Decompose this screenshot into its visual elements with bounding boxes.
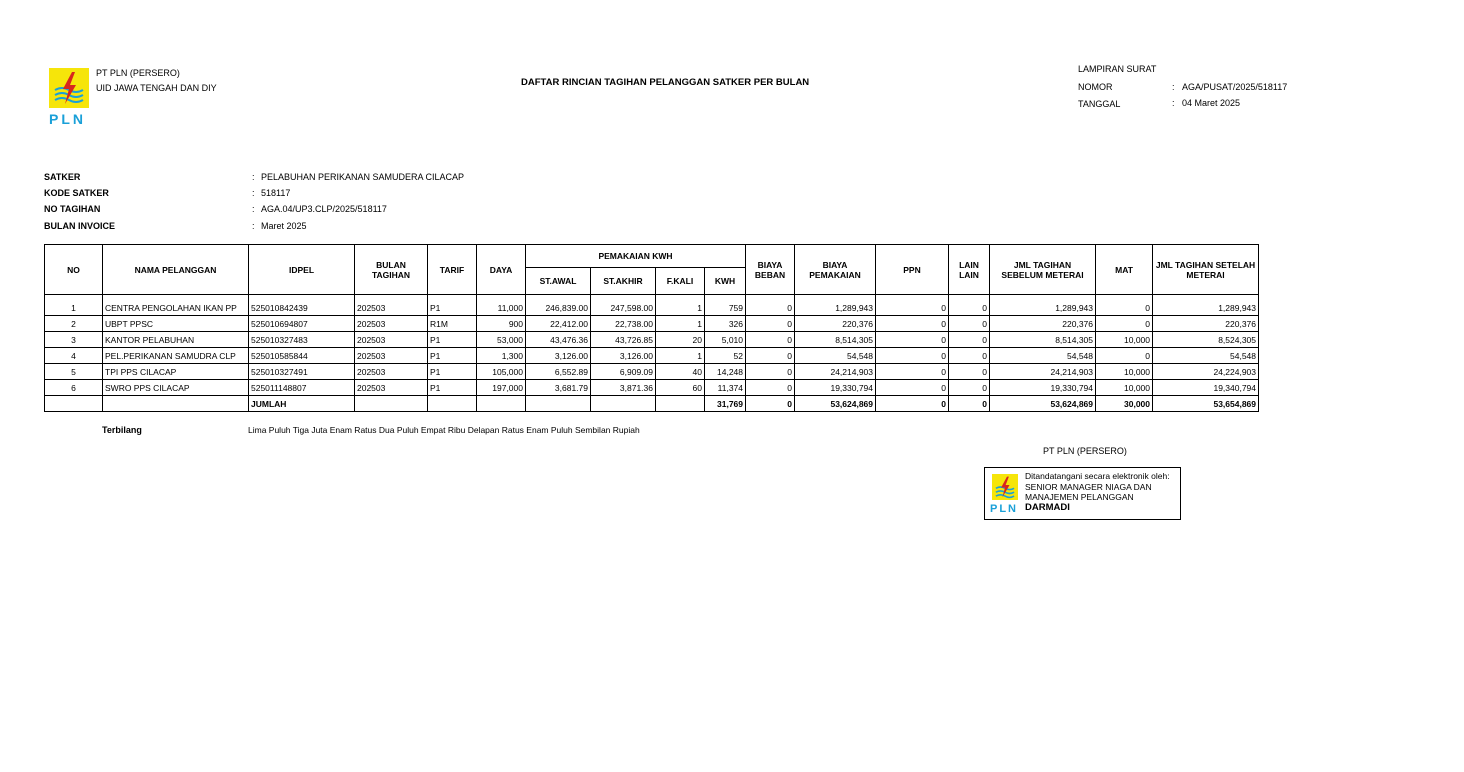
- cell-no: 5: [45, 364, 103, 380]
- lightning-icon: [992, 474, 1018, 500]
- number-sep: :: [1172, 82, 1175, 92]
- company-name: PT PLN (PERSERO): [96, 68, 180, 78]
- cell-daya: 1,300: [477, 348, 526, 364]
- company-unit: UID JAWA TENGAH DAN DIY: [96, 83, 217, 93]
- cell-kwh: 11,374: [705, 380, 746, 396]
- cell-st-awal: 22,412.00: [526, 316, 591, 332]
- cell-mat: 10,000: [1096, 380, 1153, 396]
- no-tagihan-value: AGA.04/UP3.CLP/2025/518117: [261, 204, 387, 214]
- attachment-label: LAMPIRAN SURAT: [1078, 64, 1157, 74]
- table-row: [45, 348, 1259, 364]
- pln-logo-emblem: [49, 68, 89, 108]
- total-mat: 30,000: [1096, 396, 1153, 412]
- signature-text: [1025, 471, 1170, 513]
- terbilang-value: Lima Puluh Tiga Juta Enam Ratus Dua Puluh Empat Ribu Delapan Ratus Enam Puluh Sembilan Rupiah: [248, 425, 640, 435]
- total-empty-cell: [45, 396, 103, 412]
- cell-f-kali: 60: [656, 380, 705, 396]
- cell-st-awal: 6,552.89: [526, 364, 591, 380]
- cell-st-akhir: 22,738.00: [591, 316, 656, 332]
- cell-sebelum: 54,548: [990, 348, 1096, 364]
- total-empty-cell: [428, 396, 477, 412]
- cell-idpel: 525010694807: [249, 316, 355, 332]
- number-value: AGA/PUSAT/2025/518117: [1182, 82, 1288, 92]
- cell-st-awal: 246,839.00: [526, 295, 591, 316]
- header-ppn: PPN: [876, 245, 949, 295]
- cell-daya: 11,000: [477, 295, 526, 316]
- cell-kwh: 759: [705, 295, 746, 316]
- header-bulan: BULAN TAGIHAN: [355, 245, 428, 295]
- signature-company: PT PLN (PERSERO): [1043, 446, 1127, 456]
- cell-bulan: 202503: [355, 380, 428, 396]
- cell-nama: PEL.PERIKANAN SAMUDRA CLP: [103, 348, 249, 364]
- header-daya: DAYA: [477, 245, 526, 295]
- header-sebelum: JML TAGIHAN SEBELUM METERAI: [990, 245, 1096, 295]
- total-biaya-beban: 0: [746, 396, 795, 412]
- cell-nama: SWRO PPS CILACAP: [103, 380, 249, 396]
- cell-f-kali: 20: [656, 332, 705, 348]
- cell-ppn: 0: [876, 332, 949, 348]
- cell-bulan: 202503: [355, 348, 428, 364]
- cell-sebelum: 24,214,903: [990, 364, 1096, 380]
- total-row: [45, 396, 1259, 412]
- cell-daya: 105,000: [477, 364, 526, 380]
- cell-mat: 0: [1096, 295, 1153, 316]
- cell-daya: 53,000: [477, 332, 526, 348]
- no-tagihan-sep: :: [252, 204, 255, 214]
- header-no: NO: [45, 245, 103, 295]
- header-biaya-pemakaian: BIAYA PEMAKAIAN: [795, 245, 876, 295]
- cell-mat: 0: [1096, 348, 1153, 364]
- cell-no: 3: [45, 332, 103, 348]
- total-setelah: 53,654,869: [1153, 396, 1259, 412]
- cell-no: 1: [45, 295, 103, 316]
- total-empty-cell: [103, 396, 249, 412]
- cell-tarif: R1M: [428, 316, 477, 332]
- header-setelah: JML TAGIHAN SETELAH METERAI: [1153, 245, 1259, 295]
- header-lain: LAIN LAIN: [949, 245, 990, 295]
- cell-tarif: P1: [428, 295, 477, 316]
- cell-setelah: 19,340,794: [1153, 380, 1259, 396]
- cell-idpel: 525011148807: [249, 380, 355, 396]
- cell-biaya-pemakaian: 24,214,903: [795, 364, 876, 380]
- cell-lain: 0: [949, 295, 990, 316]
- cell-f-kali: 1: [656, 348, 705, 364]
- cell-bulan: 202503: [355, 364, 428, 380]
- cell-nama: CENTRA PENGOLAHAN IKAN PP: [103, 295, 249, 316]
- table-row: [45, 332, 1259, 348]
- total-biaya-pemakaian: 53,624,869: [795, 396, 876, 412]
- cell-idpel: 525010327491: [249, 364, 355, 380]
- doc-title: DAFTAR RINCIAN TAGIHAN PELANGGAN SATKER PER BULAN: [521, 77, 810, 88]
- cell-f-kali: 1: [656, 295, 705, 316]
- cell-idpel: 525010585844: [249, 348, 355, 364]
- cell-ppn: 0: [876, 364, 949, 380]
- satker-label: SATKER: [44, 172, 81, 182]
- cell-st-akhir: 43,726.85: [591, 332, 656, 348]
- total-empty-cell: [656, 396, 705, 412]
- header-idpel: IDPEL: [249, 245, 355, 295]
- cell-sebelum: 8,514,305: [990, 332, 1096, 348]
- terbilang-label: Terbilang: [102, 425, 142, 435]
- cell-st-akhir: 247,598.00: [591, 295, 656, 316]
- cell-setelah: 1,289,943: [1153, 295, 1259, 316]
- cell-biaya-pemakaian: 19,330,794: [795, 380, 876, 396]
- pln-logo-text: PLN: [49, 111, 86, 127]
- cell-st-awal: 43,476.36: [526, 332, 591, 348]
- header-st-awal: ST.AWAL: [526, 268, 591, 295]
- cell-biaya-pemakaian: 1,289,943: [795, 295, 876, 316]
- cell-st-awal: 3,126.00: [526, 348, 591, 364]
- kode-satker-value: 518117: [261, 188, 291, 198]
- signature-line3: MANAJEMEN PELANGGAN: [1025, 492, 1134, 502]
- cell-kwh: 5,010: [705, 332, 746, 348]
- cell-lain: 0: [949, 332, 990, 348]
- cell-nama: TPI PPS CILACAP: [103, 364, 249, 380]
- pln-logo: [49, 68, 91, 130]
- table-row: [45, 380, 1259, 396]
- cell-tarif: P1: [428, 348, 477, 364]
- cell-idpel: 525010327483: [249, 332, 355, 348]
- table-row: [45, 364, 1259, 380]
- cell-mat: 10,000: [1096, 364, 1153, 380]
- cell-sebelum: 19,330,794: [990, 380, 1096, 396]
- cell-kwh: 14,248: [705, 364, 746, 380]
- header-biaya-beban: BIAYA BEBAN: [746, 245, 795, 295]
- cell-biaya-beban: 0: [746, 295, 795, 316]
- cell-mat: 0: [1096, 316, 1153, 332]
- bulan-invoice-label: BULAN INVOICE: [44, 221, 116, 231]
- cell-f-kali: 40: [656, 364, 705, 380]
- table-row: [45, 316, 1259, 332]
- cell-biaya-beban: 0: [746, 332, 795, 348]
- total-kwh: 31,769: [705, 396, 746, 412]
- cell-setelah: 8,524,305: [1153, 332, 1259, 348]
- cell-bulan: 202503: [355, 316, 428, 332]
- cell-ppn: 0: [876, 348, 949, 364]
- kode-satker-label: KODE SATKER: [44, 188, 109, 198]
- date-label: TANGGAL: [1078, 99, 1121, 109]
- header-nama: NAMA PELANGGAN: [103, 245, 249, 295]
- cell-st-awal: 3,681.79: [526, 380, 591, 396]
- total-empty-cell: [591, 396, 656, 412]
- e-signature-box: [984, 467, 1181, 520]
- cell-sebelum: 1,289,943: [990, 295, 1096, 316]
- total-empty-cell: [526, 396, 591, 412]
- billing-table: [44, 244, 1259, 412]
- cell-st-akhir: 3,871.36: [591, 380, 656, 396]
- header-kwh: KWH: [705, 268, 746, 295]
- cell-biaya-beban: 0: [746, 364, 795, 380]
- header-tarif: TARIF: [428, 245, 477, 295]
- satker-value: PELABUHAN PERIKANAN SAMUDERA CILACAP: [261, 172, 465, 182]
- satker-sep: :: [252, 172, 255, 182]
- cell-lain: 0: [949, 380, 990, 396]
- number-label: NOMOR: [1078, 82, 1113, 92]
- cell-tarif: P1: [428, 332, 477, 348]
- total-lain: 0: [949, 396, 990, 412]
- header-st-akhir: ST.AKHIR: [591, 268, 656, 295]
- cell-lain: 0: [949, 364, 990, 380]
- cell-biaya-beban: 0: [746, 316, 795, 332]
- cell-setelah: 54,548: [1153, 348, 1259, 364]
- signature-logo-emblem: [992, 474, 1018, 500]
- total-sebelum: 53,624,869: [990, 396, 1096, 412]
- cell-tarif: P1: [428, 380, 477, 396]
- no-tagihan-label: NO TAGIHAN: [44, 204, 101, 214]
- cell-kwh: 52: [705, 348, 746, 364]
- signature-logo-text: PLN: [990, 503, 1018, 515]
- signature-line1: Ditandatangani secara elektronik oleh:: [1025, 471, 1170, 481]
- total-empty-cell: [477, 396, 526, 412]
- cell-biaya-pemakaian: 220,376: [795, 316, 876, 332]
- cell-biaya-pemakaian: 54,548: [795, 348, 876, 364]
- table-row: [45, 295, 1259, 316]
- cell-no: 4: [45, 348, 103, 364]
- cell-idpel: 525010842439: [249, 295, 355, 316]
- lightning-icon: [49, 68, 89, 108]
- cell-biaya-beban: 0: [746, 348, 795, 364]
- cell-mat: 10,000: [1096, 332, 1153, 348]
- cell-daya: 197,000: [477, 380, 526, 396]
- cell-lain: 0: [949, 348, 990, 364]
- header-mat: MAT: [1096, 245, 1153, 295]
- cell-biaya-pemakaian: 8,514,305: [795, 332, 876, 348]
- total-ppn: 0: [876, 396, 949, 412]
- cell-kwh: 326: [705, 316, 746, 332]
- cell-no: 2: [45, 316, 103, 332]
- bulan-invoice-sep: :: [252, 221, 255, 231]
- cell-sebelum: 220,376: [990, 316, 1096, 332]
- total-label: JUMLAH: [249, 396, 355, 412]
- bulan-invoice-value: Maret 2025: [261, 221, 307, 231]
- cell-bulan: 202503: [355, 295, 428, 316]
- signature-line2: SENIOR MANAGER NIAGA DAN: [1025, 481, 1152, 492]
- header-f-kali: F.KALI: [656, 268, 705, 295]
- total-empty-cell: [355, 396, 428, 412]
- cell-ppn: 0: [876, 295, 949, 316]
- date-value: 04 Maret 2025: [1182, 98, 1241, 108]
- cell-no: 6: [45, 380, 103, 396]
- cell-bulan: 202503: [355, 332, 428, 348]
- cell-setelah: 24,224,903: [1153, 364, 1259, 380]
- cell-tarif: P1: [428, 364, 477, 380]
- cell-nama: KANTOR PELABUHAN: [103, 332, 249, 348]
- cell-st-akhir: 3,126.00: [591, 348, 656, 364]
- header-pemakaian: PEMAKAIAN KWH: [526, 245, 746, 268]
- cell-setelah: 220,376: [1153, 316, 1259, 332]
- cell-nama: UBPT PPSC: [103, 316, 249, 332]
- date-sep: :: [1172, 98, 1175, 108]
- signature-name: DARMADI: [1025, 501, 1070, 513]
- cell-daya: 900: [477, 316, 526, 332]
- cell-f-kali: 1: [656, 316, 705, 332]
- cell-lain: 0: [949, 316, 990, 332]
- cell-ppn: 0: [876, 316, 949, 332]
- kode-satker-sep: :: [252, 188, 255, 198]
- cell-st-akhir: 6,909.09: [591, 364, 656, 380]
- cell-ppn: 0: [876, 380, 949, 396]
- cell-biaya-beban: 0: [746, 380, 795, 396]
